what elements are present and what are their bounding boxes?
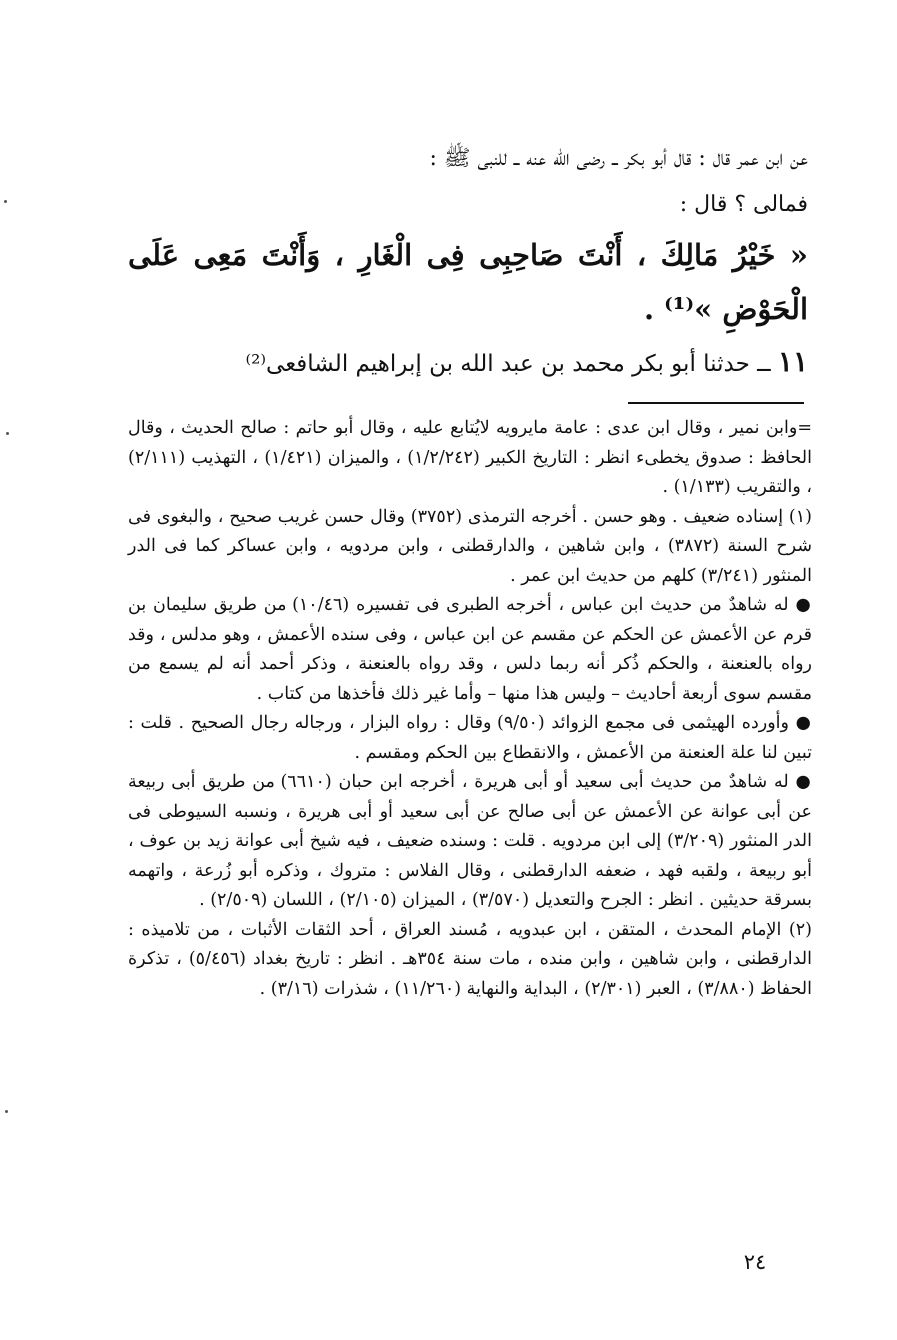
footnote-1-witness-a: ● له شاهدٌ من حديث ابن عباس ، أخرجه الطبرى فى تفسيره (١٠/٤٦) من طريق سليمان بن قرم عن الأعمش عن الحكم عن مقسم عن ابن عباس ، وفى سنده الأعمش ، وهو مدلس ، وقد رواه بالعنعنة ، والحكم ذُكر أنه ربما دلس ، وقد رواه بالعنعنة ، وذكر أحمد أنه لم يسمع من مقسم سوى أربعة أحاديث – وليس هذا منها – وأما غير ذلك فأخذها من كتاب . (128, 595, 812, 704)
footnote-2: (٢) الإمام المحدث ، المتقن ، ابن عبدويه ، مُسند العراق ، أحد الثقات الأثبات ، من تلاميذه : الدارقطنى ، وابن شاهين ، وابن منده ، مات سنة ٣٥٤هـ . انظر : تاريخ بغداد (٥/٤٥٦) ، تذكرة الحفاظ (٣/٨٨٠) ، العبر (٢/٣٠١) ، البداية والنهاية (١١/٢٦٠) ، شذرات (٣/١٦) . (128, 919, 812, 999)
scan-speck (6, 432, 9, 435)
footnote-continuation: =وابن نمير ، وقال ابن عدى : عامة مايرويه لايُتابع عليه ، وقال أبو حاتم : صالح الحديث ، وقال الحافظ : صدوق يخطىء انظر : التاريخ الكبير (١/٢/٢٤٢) ، والميزان (١/٤٢١) ، التهذيب (٢/١١١) ، والتقريب (١/١٣٣) . (128, 418, 813, 497)
scan-speck (4, 200, 7, 203)
scan-speck (5, 1110, 8, 1113)
main-text-line-1: عن ابن عمر قال : قال أبو بكر ــ رضى الله عنه ــ للنبى ﷺ : (429, 146, 808, 171)
footnote-1-witness-c: ● له شاهدٌ من حديث أبى سعيد أو أبى هريرة ، أخرجه ابن حبان (٦٦١٠) من طريق أبى ربيعة عن أبى عوانة عن الأعمش عن أبى صالح عن أبى سعيد أو أبى هريرة ، ونسبه السيوطى فى الدر المنثور (٣/٢٠٩) إلى ابن مردويه . قلت : وسنده ضعيف ، فيه شيخ أبى عوانة زيد بن عوف ، أبو ربيعة ، ولقبه فهد ، ضعفه الدارقطنى ، وقال الفلاس : متروك ، وذكره أبو زُرعة ، واتهمه بسرقة حديثين . انظر : الجرح والتعديل (٣/٥٧٠) ، الميزان (٢/١٠٥) ، اللسان (٢/٥٠٩) . (128, 772, 812, 910)
main-text-line-2: فمالى ؟ قال : (679, 192, 808, 217)
footnotes (128, 414, 812, 1004)
footnote-1-witness-b: ● وأورده الهيثمى فى مجمع الزوائد (٩/٥٠) وقال : رواه البزار ، ورجاله رجال الصحيح . قلت : تبين لنا علة العنعنة من الأعمش ، والانقطاع بين الحكم ومقسم . (128, 713, 812, 763)
footnote-separator (628, 402, 804, 404)
footnote-1: (١) إسناده ضعيف . وهو حسن . أخرجه الترمذى (٣٧٥٢) وقال حسن غريب صحيح ، والبغوى فى شرح السنة (٣٨٧٢) ، وابن شاهين ، والدارقطنى ، وابن مردويه ، وابن عساكر كما فى الدر المنثور (٣/٢٤١) كلهم من حديث ابن عمر . (128, 506, 812, 586)
page-number: ٢٤ (743, 1250, 767, 1274)
heading-text: حدثنا أبو بكر محمد بن عبد الله بن إبراهيم الشافعى⁽²⁾ (245, 351, 750, 377)
chapter-heading (128, 340, 808, 386)
hadith-text: « خَيْرُ مَالِكَ ، أَنْتَ صَاحِبِى فِى الْغَارِ ، وَأَنْتَ مَعِى عَلَى الْحَوْضِ »⁽¹⁾ . (128, 238, 808, 326)
heading-dash: ــ (757, 351, 771, 377)
heading-number: ١١ (777, 345, 808, 378)
